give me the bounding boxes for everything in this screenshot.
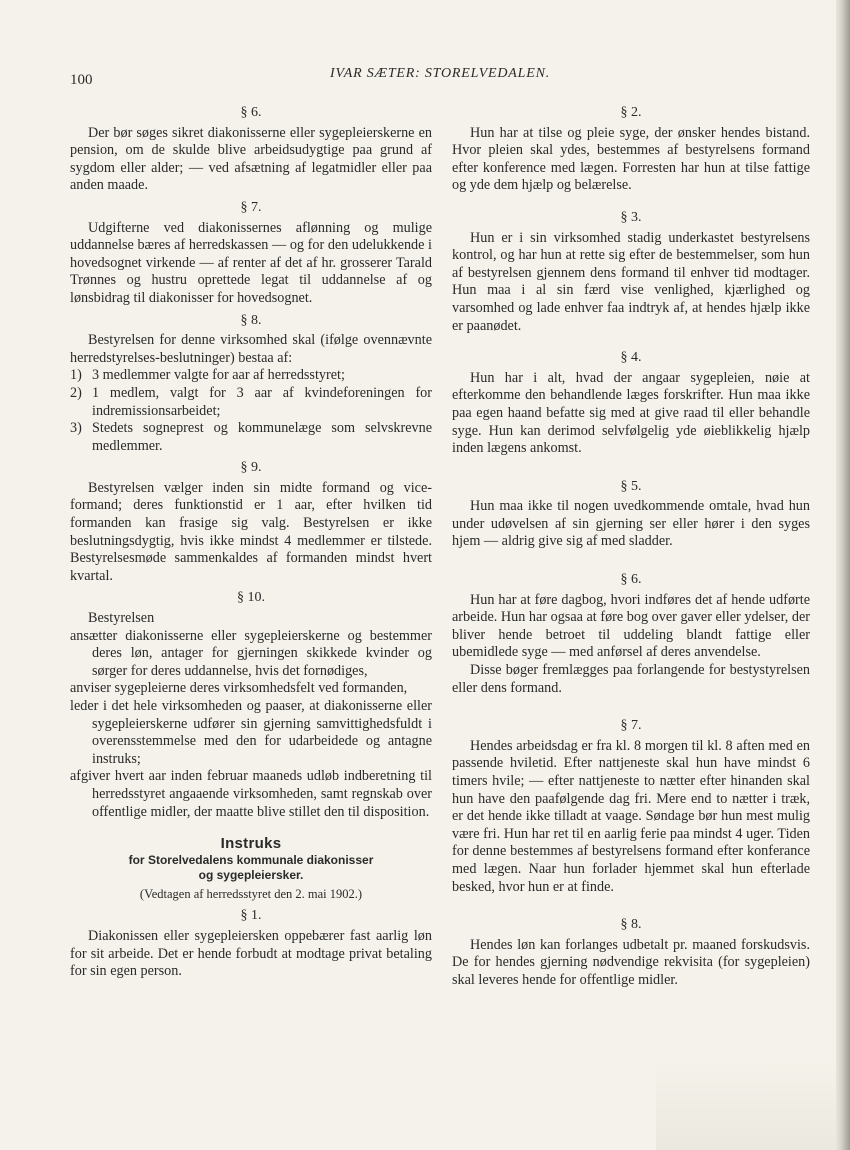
section-heading: § 8. bbox=[240, 312, 262, 328]
list-item: 1) 3 medlemmer valgte for aar af herredsstyret; bbox=[70, 367, 345, 384]
duty-item: leder i det hele virksomheden og paaser, at diakonisserne eller sygepleierskerne udfører sin gjerning samvittighedsfuldt i overensstemmelse med den for udarbeidede og antagne instruks; bbox=[70, 698, 432, 767]
section-heading: § 1. bbox=[240, 908, 262, 924]
page-shadow bbox=[656, 1060, 836, 1150]
paragraph: Bestyrelsen bbox=[88, 610, 155, 627]
section-heading: § 4. bbox=[620, 350, 642, 366]
section-heading: § 7. bbox=[620, 718, 642, 734]
board-member-list bbox=[70, 367, 432, 455]
paragraph: Hun har i alt, hvad der angaar sygepleien, nøie at efterkomme den behandlende læges forskrifter. Hun maa ikke paa egen haand befatte sig med at give raad til eller behandle syge. Hun kan derimod selvfølgelig yde øieblikkelig hjælp inden lægens ankomst. bbox=[452, 369, 810, 457]
section-heading: § 6. bbox=[240, 105, 262, 120]
right-column bbox=[452, 100, 810, 990]
book-spine-edge bbox=[836, 0, 850, 1150]
list-item: 3) Stedets sogneprest og kommunelæge som selvskrevne medlemmer. bbox=[70, 420, 432, 454]
paragraph: Bestyrelsen for denne virksomhed skal (ifølge ovennævnte herredstyrelses-beslutninger) bestaa af: bbox=[70, 332, 432, 366]
left-column bbox=[70, 100, 432, 981]
section-heading: § 3. bbox=[620, 209, 642, 225]
section-heading: § 6. bbox=[620, 572, 642, 588]
instruction-title: Instruks bbox=[220, 835, 282, 853]
paragraph: Der bør søges sikret diakonisserne eller sygepleierskerne en pension, om de skulde blive arbeidsudygtige paa grund af sygdom eller alder; — ved afsætning af legatmidler eller paa anden maade. bbox=[70, 124, 432, 194]
list-item: 2) 1 medlem, valgt for 3 aar af kvindeforeningen for indremissionsarbeidet; bbox=[70, 384, 432, 419]
section-heading: § 2. bbox=[620, 105, 642, 120]
paragraph: Bestyrelsen vælger inden sin midte formand og viceformand; deres funktionstid er 1 aar, efter hvilken tid formanden kan frasige sig valg. Bestyrelsen er ikke beslutningsdygtig, hvis ikke mindst 4 medlemmer er tilstede. Bestyrelsesmøde sammenkaldes af formanden mindst hvert kvartal. bbox=[70, 479, 432, 584]
section-heading: § 5. bbox=[620, 478, 642, 494]
paragraph: Disse bøger fremlægges paa forlangende for bestystyrelsen eller dens formand. bbox=[452, 662, 810, 696]
page-header bbox=[0, 66, 850, 90]
paragraph: Hun har at tilse og pleie syge, der ønsker hendes bistand. Hvor pleien skal ydes, bestemmes af bestyrelsens formand efter konference med lægen. Forresten har hun at tilse fattige og yde dem hjælp og belærelse. bbox=[452, 124, 810, 194]
section-heading: § 10. bbox=[237, 590, 265, 606]
paragraph: Hendes arbeidsdag er fra kl. 8 morgen til kl. 8 aften med en passende hviletid. Efter nattjeneste skal hun have mindst 6 timers hvile; — efter nattjeneste to nætter efter hinanden skal hun have den paafølgende dag fri. Mere end to nætter i træk, er det hende ikke tilladt at vaage. Søndage bør hun mest mulig være fri. Hun har ret til en aarlig ferie paa mindst 4 uger. Tiden for denne bestemmes af bestyrelsens formand efter konferance med lægen. Naar hun forlader hjemmet skal hun efterlade besked, hvor hun er at finde. bbox=[452, 737, 810, 895]
paragraph: Hun maa ikke til nogen uvedkommende omtale, hvad hun under udøvelsen af sin gjerning ser eller hører i den syges hjem — aldrig give sig af med sladder. bbox=[452, 498, 810, 550]
paragraph: Diakonissen eller sygepleiersken oppebærer fast aarlig løn for sit arbeide. Det er hende forbudt at modtage privat betaling for sin egen person. bbox=[70, 927, 432, 980]
instruction-subtitle: og sygepleiersker. bbox=[198, 867, 304, 882]
section-heading: § 8. bbox=[620, 917, 642, 933]
section-heading: § 7. bbox=[240, 199, 262, 215]
paragraph: Hun har at føre dagbog, hvori indføres det af hende udførte arbeide. Hun har ogsaa at føre bog over gaver eller ydelser, der bliver hende betroet til uddeling blandt fattige eller ubemidlede syge — med anførsel af deres anvendelse. bbox=[452, 591, 810, 661]
instruction-subtitle: for Storelvedalens kommunale diakonisser bbox=[128, 852, 374, 867]
running-head: IVAR SÆTER: STORELVEDALEN. bbox=[330, 66, 551, 81]
duty-item: afgiver hvert aar inden februar maaneds udløb indberetning til herredsstyret angaaende virksomheden, samt regnskab over offentlige midler, der maatte blive stillet den til disposition. bbox=[70, 768, 432, 820]
duty-item: anviser sygepleierne deres virksomhedsfelt ved formanden, bbox=[70, 680, 408, 697]
section-heading: § 9. bbox=[240, 460, 262, 476]
paragraph: Hendes løn kan forlanges udbetalt pr. maaned forskudsvis. De for hendes gjerning nødvendige rekvisita (for sygepleien) skal leveres hende for offentlige midler. bbox=[452, 936, 810, 988]
adoption-note: (Vedtagen af herredsstyret den 2. mai 1902.) bbox=[139, 886, 363, 901]
duty-item: ansætter diakonisserne eller sygepleierskerne og bestemmer deres løn, antager for gjerningen skikkede kvinder og sørger for deres uddannelse, hvis det fornødiges, bbox=[70, 627, 432, 679]
page-number: 100 bbox=[70, 72, 93, 88]
paragraph: Udgifterne ved diakonissernes aflønning og mulige uddannelse bæres af herredskassen — og for den udelukkende i hovedsognet virkende — af renter af det af hr. grosserer Tarald Trønnes og hustru oprettede legat til uddannelse af og lønsbidrag til diakonisser for hovedsognet. bbox=[70, 219, 432, 306]
paragraph: Hun er i sin virksomhed stadig underkastet bestyrelsens kontrol, og har hun at rette sig efter de bestemmelser, som hun af bestyrelsen gjennem dens formand til enhver tid modtager. Hun maa i al sin færd vise venlighed, kjærlighed og varsomhed og lade enhver faa indtryk af, at hendes hjælp ikke er paanødet. bbox=[452, 229, 810, 334]
